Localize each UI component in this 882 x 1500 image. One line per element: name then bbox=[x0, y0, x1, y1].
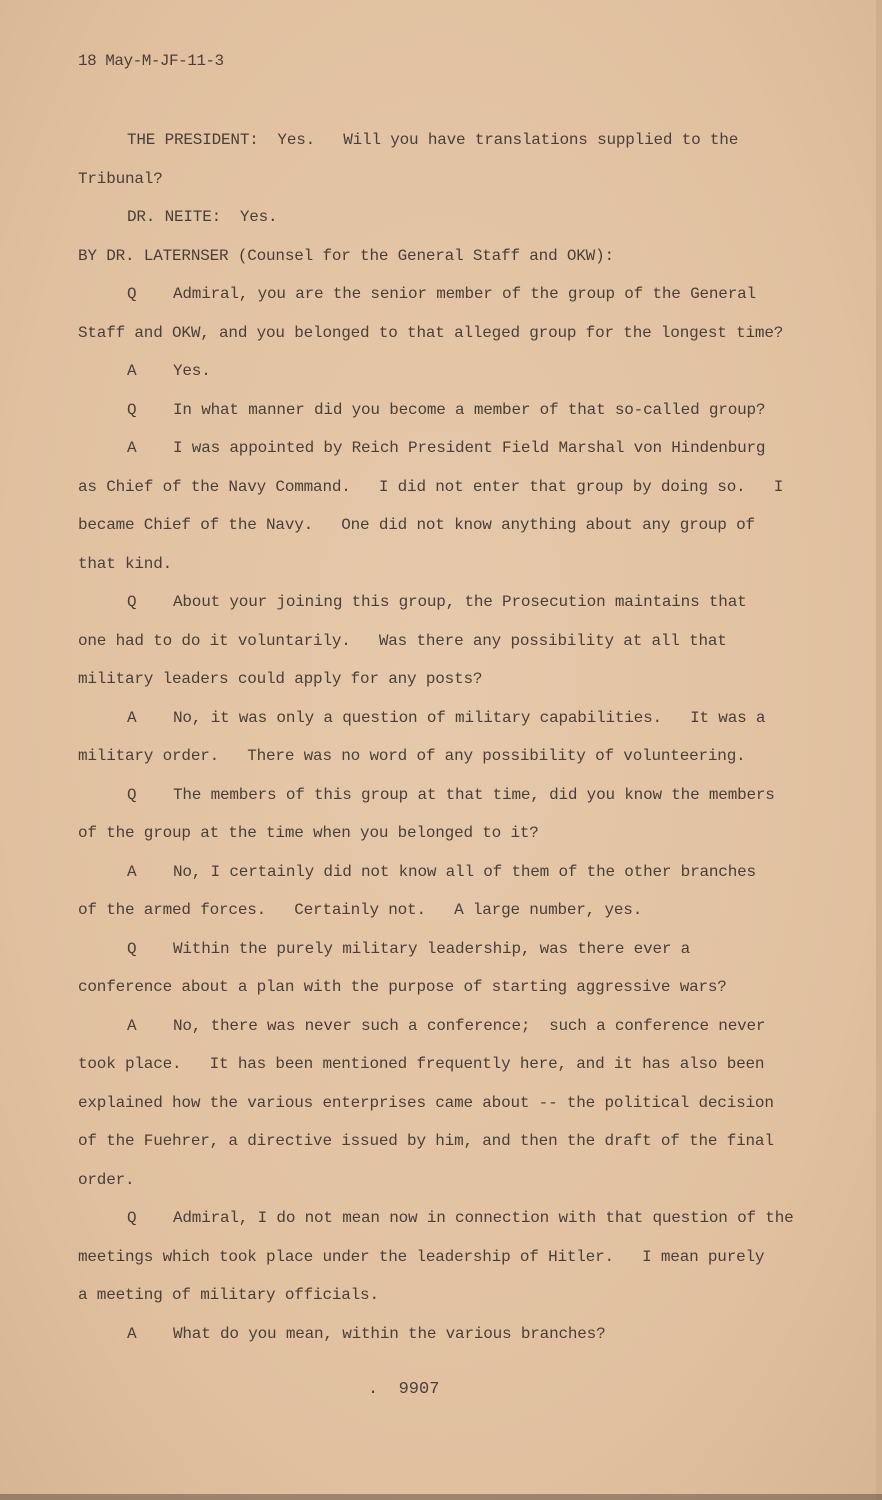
transcript-line bbox=[78, 629, 838, 668]
speaker-marker: Q bbox=[127, 593, 137, 611]
transcript-line bbox=[78, 1322, 838, 1361]
transcript-line bbox=[78, 128, 838, 167]
line-text: Tribunal? bbox=[78, 169, 163, 188]
line-text: DR. NEITE: Yes. bbox=[127, 208, 278, 226]
line-text: I was appointed by Reich President Field Marshal von Hindenburg bbox=[173, 439, 766, 457]
speaker-marker: A bbox=[127, 439, 137, 457]
speaker-marker: Q bbox=[127, 939, 137, 958]
line-text: BY DR. LATERNSER (Counsel for the General Staff and OKW): bbox=[78, 246, 614, 265]
transcript-line bbox=[78, 1014, 838, 1053]
line-text: Admiral, I do not mean now in connection with that question of the bbox=[173, 1209, 794, 1227]
transcript-line bbox=[78, 552, 838, 591]
transcript-line bbox=[78, 590, 838, 629]
line-text: that kind. bbox=[78, 554, 173, 573]
line-text: Admiral, you are the senior member of the group of the General bbox=[173, 285, 756, 303]
transcript-line bbox=[78, 167, 838, 206]
transcript-line bbox=[78, 783, 838, 822]
line-text: In what manner did you become a member of that so-called group? bbox=[173, 400, 766, 419]
line-text: No, there was never such a conference; such a conference never bbox=[173, 1016, 766, 1035]
transcript-line bbox=[78, 244, 838, 283]
line-text: one had to do it voluntarily. Was there any possibility at all that bbox=[78, 631, 727, 650]
transcript-line bbox=[78, 398, 838, 437]
paper-edge bbox=[876, 0, 882, 1500]
transcript-line bbox=[78, 282, 838, 321]
transcript-line bbox=[78, 898, 838, 937]
transcript-line bbox=[78, 1052, 838, 1091]
line-text: military leaders could apply for any posts? bbox=[78, 670, 483, 688]
transcript-line bbox=[78, 1245, 838, 1284]
line-text: Staff and OKW, and you belonged to that alleged group for the longest time? bbox=[78, 323, 784, 342]
transcript-line bbox=[78, 1283, 838, 1322]
transcript-line bbox=[78, 1129, 838, 1168]
line-text: explained how the various enterprises came about -- the political decision bbox=[78, 1093, 774, 1112]
line-text: military order. There was no word of any possibility of volunteering. bbox=[78, 747, 746, 765]
speaker-marker: A bbox=[127, 862, 137, 881]
line-text: as Chief of the Navy Command. I did not enter that group by doing so. I bbox=[78, 477, 784, 496]
transcript-line bbox=[78, 706, 838, 745]
transcript-line bbox=[78, 667, 838, 706]
line-text: of the armed forces. Certainly not. A large number, yes. bbox=[78, 901, 643, 919]
speaker-marker: Q bbox=[127, 1209, 137, 1227]
line-text: conference about a plan with the purpose of starting aggressive wars? bbox=[78, 978, 727, 996]
transcript-line bbox=[78, 975, 838, 1014]
speaker-marker: A bbox=[127, 1324, 137, 1343]
line-text: Yes. bbox=[173, 362, 211, 380]
transcript-line bbox=[78, 860, 838, 899]
transcript-line bbox=[78, 513, 838, 552]
transcript-line bbox=[78, 475, 838, 514]
speaker-marker: A bbox=[127, 1016, 137, 1035]
transcript-body bbox=[78, 128, 838, 1360]
transcript-line bbox=[78, 205, 838, 244]
transcript-line bbox=[78, 1168, 838, 1207]
line-text: of the group at the time when you belonged to it? bbox=[78, 824, 539, 842]
transcript-line bbox=[78, 359, 838, 398]
line-text: a meeting of military officials. bbox=[78, 1286, 379, 1304]
line-text: THE PRESIDENT: Yes. Will you have translations supplied to the bbox=[127, 131, 739, 149]
line-text: About your joining this group, the Prosecution maintains that bbox=[173, 593, 747, 611]
paper-bottom-edge bbox=[0, 1494, 882, 1500]
transcript-line bbox=[78, 1206, 838, 1245]
transcript-line bbox=[78, 436, 838, 475]
line-text: No, I certainly did not know all of them of the other branches bbox=[173, 862, 756, 881]
page-number: . 9907 bbox=[368, 1380, 440, 1399]
line-text: What do you mean, within the various branches? bbox=[173, 1324, 606, 1343]
line-text: meetings which took place under the leadership of Hitler. I mean purely bbox=[78, 1247, 765, 1266]
document-id: 18 May-M-JF-11-3 bbox=[78, 52, 224, 70]
transcript-line bbox=[78, 937, 838, 976]
line-text: took place. It has been mentioned frequently here, and it has also been bbox=[78, 1055, 765, 1073]
transcript-line bbox=[78, 1091, 838, 1130]
transcript-line bbox=[78, 821, 838, 860]
speaker-marker: Q bbox=[127, 400, 137, 419]
speaker-marker: A bbox=[127, 708, 137, 727]
speaker-marker: Q bbox=[127, 285, 137, 303]
line-text: Within the purely military leadership, was there ever a bbox=[173, 939, 691, 958]
line-text: became Chief of the Navy. One did not know anything about any group of bbox=[78, 516, 755, 534]
transcript-line bbox=[78, 321, 838, 360]
line-text: order. bbox=[78, 1170, 135, 1189]
line-text: The members of this group at that time, did you know the members bbox=[173, 785, 775, 804]
speaker-marker: Q bbox=[127, 785, 137, 804]
transcript-line bbox=[78, 744, 838, 783]
line-text: of the Fuehrer, a directive issued by him, and then the draft of the final bbox=[78, 1132, 774, 1150]
line-text: No, it was only a question of military capabilities. It was a bbox=[173, 708, 766, 727]
speaker-marker: A bbox=[127, 362, 137, 380]
